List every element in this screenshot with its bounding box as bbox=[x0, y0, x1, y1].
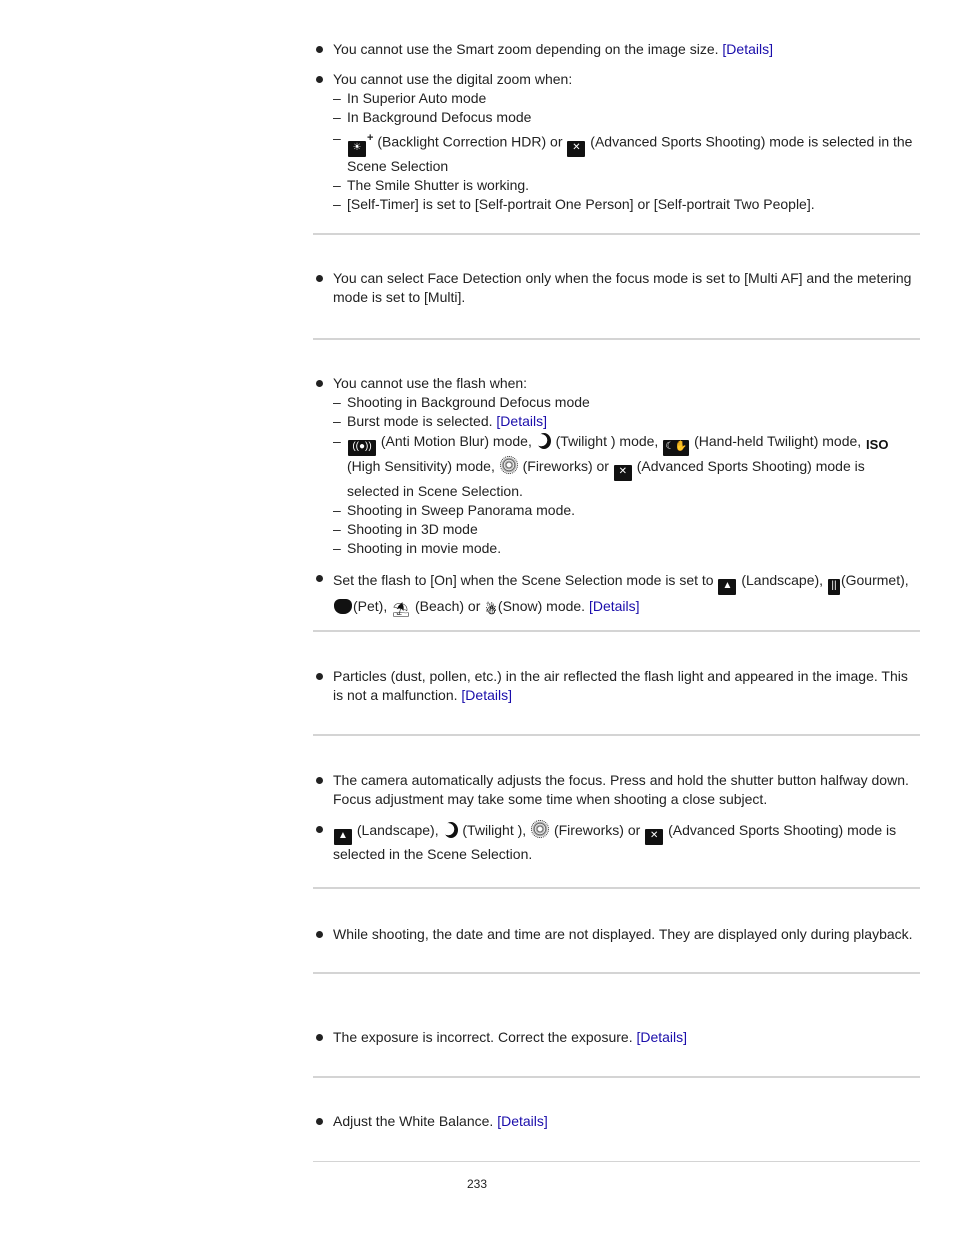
beach-icon: ⛱ bbox=[392, 601, 411, 617]
bullet-icon bbox=[316, 931, 323, 938]
item-text: Adjust the White Balance. bbox=[333, 1113, 494, 1129]
sub-item-text: Burst mode is selected. bbox=[347, 413, 493, 429]
sub-item: – In Background Defocus mode bbox=[333, 109, 532, 125]
sub-item-text: In Background Defocus mode bbox=[347, 109, 532, 125]
section-date-time bbox=[313, 889, 920, 972]
sub-item-text: (Hand-held Twilight) mode, bbox=[694, 433, 862, 449]
sports-shooting-icon: ✕ bbox=[567, 141, 585, 157]
section-focus bbox=[313, 736, 920, 887]
bullet-icon bbox=[316, 275, 323, 282]
details-link[interactable]: [Details] bbox=[636, 1029, 688, 1045]
list-item bbox=[313, 1028, 920, 1047]
bullet-icon bbox=[316, 380, 323, 387]
sub-item-text: (Twilight ) mode, bbox=[555, 433, 659, 449]
list-item bbox=[313, 70, 920, 89]
details-link[interactable]: [Details] bbox=[496, 413, 547, 429]
sub-item: – Shooting in Background Defocus mode bbox=[333, 394, 590, 410]
item-text: You cannot use the digital zoom when: bbox=[333, 71, 573, 87]
pet-icon bbox=[334, 599, 352, 614]
sub-item-text: (Advanced Sports Shooting) mode is selected in the Scene Selection bbox=[347, 133, 913, 174]
sub-item-text: (Anti Motion Blur) mode, bbox=[380, 433, 532, 449]
sub-item: – Shooting in 3D mode bbox=[333, 521, 478, 537]
item-text: (Landscape), bbox=[741, 572, 824, 588]
sub-item: – Shooting in Sweep Panorama mode. bbox=[333, 502, 576, 518]
sub-item: – The Smile Shutter is working. bbox=[333, 176, 530, 193]
section-exposure bbox=[313, 974, 920, 1076]
section-zoom bbox=[313, 40, 920, 233]
item-text: (Fireworks) or bbox=[553, 822, 641, 838]
item-text: While shooting, the date and time are not displayed. They are displayed only during playback. bbox=[333, 926, 913, 942]
item-text: (Advanced Sports Shooting) mode is selected in the Scene Selection. bbox=[333, 822, 897, 862]
anti-motion-blur-icon: ((●)) bbox=[348, 440, 376, 456]
bullet-icon bbox=[316, 673, 323, 680]
item-text: The exposure is incorrect. Correct the exposure. bbox=[333, 1029, 633, 1045]
sub-item-text: The Smile Shutter is working. bbox=[347, 176, 530, 193]
list-item bbox=[313, 40, 920, 59]
list-item bbox=[313, 667, 920, 705]
backlight-hdr-icon: ☀ bbox=[348, 141, 366, 157]
sub-item: – Shooting in movie mode. bbox=[333, 540, 502, 556]
sub-item: – ☀+ (Backlight Correction HDR) or ✕ (Advanced Sports Shooting) mode is selected in the Scene Selection bbox=[333, 130, 913, 174]
item-text: (Beach) or bbox=[415, 598, 481, 614]
section-face-detection bbox=[313, 235, 920, 338]
section-flash bbox=[313, 340, 920, 630]
item-text: (Pet), bbox=[353, 598, 388, 614]
sub-item-text: Shooting in 3D mode bbox=[347, 521, 478, 537]
fireworks-icon bbox=[500, 456, 518, 474]
bullet-icon bbox=[316, 76, 323, 83]
twilight-icon bbox=[537, 433, 551, 449]
item-text: Particles (dust, pollen, etc.) in the air reflected the flash light and appeared in the image. This is not a malfunction. bbox=[333, 668, 908, 703]
sub-item-text: Shooting in Background Defocus mode bbox=[347, 394, 590, 410]
sub-item-text: In Superior Auto mode bbox=[347, 90, 487, 106]
sub-item-text: (High Sensitivity) mode, bbox=[347, 458, 495, 474]
item-text: (Landscape), bbox=[356, 822, 439, 838]
sub-item-text: (Advanced Sports Shooting) mode is selected in Scene Selection. bbox=[347, 458, 865, 499]
sub-item-text: (Backlight Correction HDR) or bbox=[377, 133, 563, 150]
section-particles bbox=[313, 632, 920, 734]
sub-item: – ((●)) (Anti Motion Blur) mode, (Twilight ) mode, ☾✋ (Hand-held Twilight) mode, ISO (High Sensitivity) mode, (Fireworks) or ✕ (Advanced Sports Shooting) mode is selected in Scene Selection. bbox=[333, 433, 889, 499]
item-text: (Gourmet), bbox=[840, 572, 909, 588]
fireworks-icon bbox=[531, 820, 549, 838]
section-white-balance bbox=[313, 1078, 920, 1161]
list-item bbox=[313, 1112, 920, 1131]
handheld-twilight-icon: ☾✋ bbox=[663, 440, 689, 456]
page-number: 233 bbox=[466, 1177, 488, 1191]
list-item bbox=[313, 820, 920, 864]
bullet-icon bbox=[316, 1118, 323, 1125]
bullet-icon bbox=[316, 46, 323, 53]
bullet-icon bbox=[316, 777, 323, 784]
landscape-icon: ▲ bbox=[718, 579, 736, 595]
bullet-icon bbox=[316, 575, 323, 582]
list-item bbox=[313, 925, 920, 944]
twilight-icon bbox=[444, 822, 458, 838]
sub-item-text: Shooting in Sweep Panorama mode. bbox=[347, 502, 576, 518]
item-text: You can select Face Detection only when the focus mode is set to [Multi AF] and the metering mode is set to [Multi]. bbox=[333, 270, 912, 305]
details-link[interactable]: [Details] bbox=[461, 687, 512, 703]
item-text: The camera automatically adjusts the focus. Press and hold the shutter button halfway down. Focus adjustment may take some time when shooting a close subject. bbox=[333, 772, 909, 807]
item-text: You cannot use the flash when: bbox=[333, 375, 528, 391]
list-item bbox=[313, 374, 920, 393]
iso-icon: ISO bbox=[866, 437, 889, 452]
sub-item-text: [Self-Timer] is set to [Self-portrait One Person] or [Self-portrait Two People]. bbox=[347, 195, 815, 212]
gourmet-icon: || bbox=[828, 579, 840, 595]
item-text: (Twilight ), bbox=[462, 822, 527, 838]
snow-icon: ☃ bbox=[485, 602, 497, 617]
sports-shooting-icon: ✕ bbox=[645, 829, 663, 845]
details-link[interactable]: [Details] bbox=[497, 1113, 548, 1129]
item-text: Set the flash to [On] when the Scene Selection mode is set to bbox=[333, 572, 714, 588]
sub-item-text: Shooting in movie mode. bbox=[347, 540, 502, 556]
list-item bbox=[313, 771, 920, 809]
section-divider bbox=[313, 1161, 920, 1162]
sub-item-text: (Fireworks) or bbox=[522, 458, 609, 474]
bullet-icon bbox=[316, 1034, 323, 1041]
sports-shooting-icon: ✕ bbox=[614, 465, 632, 481]
item-text: (Snow) mode. bbox=[497, 598, 586, 614]
sub-item: – Burst mode is selected. [Details] bbox=[333, 413, 547, 429]
landscape-icon: ▲ bbox=[334, 829, 352, 845]
bullet-icon bbox=[316, 826, 323, 833]
item-text: You cannot use the Smart zoom depending on the image size. bbox=[333, 41, 719, 57]
details-link[interactable]: [Details] bbox=[722, 41, 773, 57]
list-item bbox=[313, 269, 920, 307]
list-item bbox=[313, 569, 920, 619]
details-link[interactable]: [Details] bbox=[588, 598, 640, 614]
document-body bbox=[313, 38, 920, 1162]
sub-item: – [Self-Timer] is set to [Self-portrait One Person] or [Self-portrait Two People]. bbox=[333, 195, 815, 212]
sub-item: – In Superior Auto mode bbox=[333, 90, 487, 106]
